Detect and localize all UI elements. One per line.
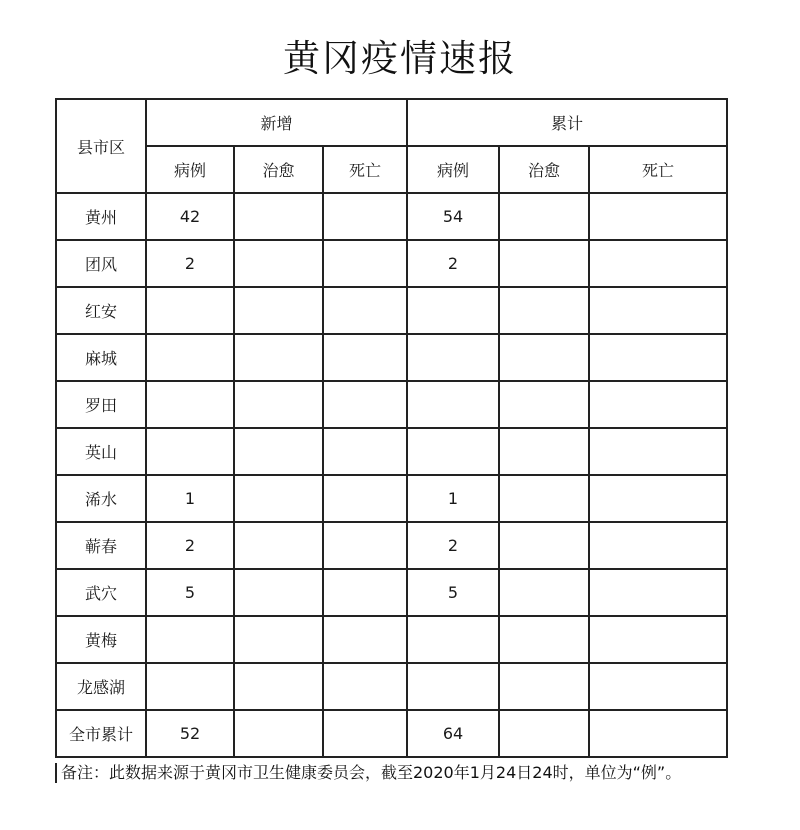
cell-new-cured: [234, 193, 323, 240]
cell-total-cases: [407, 381, 499, 428]
header-total-deaths: 死亡: [589, 146, 727, 193]
cell-region: 罗田: [56, 381, 146, 428]
cell-new-deaths: [323, 381, 407, 428]
table-row: [56, 193, 727, 240]
cell-total-cured: [499, 569, 589, 616]
cell-total-deaths: [589, 193, 727, 240]
cell-total-deaths: [589, 616, 727, 663]
cell-total-deaths: [589, 428, 727, 475]
cell-total-cured: [499, 334, 589, 381]
cell-total-cured: [499, 287, 589, 334]
cell-new-deaths: [323, 710, 407, 757]
cell-new-deaths: [323, 616, 407, 663]
cell-new-cases: [146, 381, 234, 428]
cell-new-cured: [234, 334, 323, 381]
cell-total-cured: [499, 663, 589, 710]
cell-region: 浠水: [56, 475, 146, 522]
cell-total-deaths: [589, 663, 727, 710]
cell-total-cases: [407, 287, 499, 334]
cell-total-cases: 5: [407, 569, 499, 616]
cell-total-cured: [499, 616, 589, 663]
table-row: [56, 428, 727, 475]
table-body: [56, 193, 727, 757]
cell-region: 麻城: [56, 334, 146, 381]
cell-total-deaths: [589, 475, 727, 522]
cell-total-cured: [499, 193, 589, 240]
cell-new-deaths: [323, 334, 407, 381]
cell-region: 团风: [56, 240, 146, 287]
table-row: [56, 334, 727, 381]
cell-new-deaths: [323, 663, 407, 710]
cell-new-cases: [146, 428, 234, 475]
cell-region: 黄梅: [56, 616, 146, 663]
header-region: 县市区: [56, 99, 146, 193]
cell-new-cured: [234, 475, 323, 522]
cell-new-cases: [146, 663, 234, 710]
header-new-cases: 病例: [146, 146, 234, 193]
cell-region: 武穴: [56, 569, 146, 616]
cell-total-deaths: [589, 522, 727, 569]
cell-total-deaths: [589, 334, 727, 381]
cell-new-cured: [234, 569, 323, 616]
cell-total-cases: [407, 616, 499, 663]
cell-new-cases: 52: [146, 710, 234, 757]
cell-new-cases: 1: [146, 475, 234, 522]
cell-new-cured: [234, 522, 323, 569]
cell-total-deaths: [589, 710, 727, 757]
cell-total-cured: [499, 240, 589, 287]
cell-region: 蕲春: [56, 522, 146, 569]
cell-new-deaths: [323, 475, 407, 522]
table-row: [56, 663, 727, 710]
cell-new-cases: [146, 287, 234, 334]
cell-total-cases: [407, 334, 499, 381]
cell-new-cases: 42: [146, 193, 234, 240]
cell-total-cases: 1: [407, 475, 499, 522]
cell-new-cured: [234, 616, 323, 663]
cell-new-deaths: [323, 569, 407, 616]
cell-total-deaths: [589, 240, 727, 287]
cell-new-cases: [146, 334, 234, 381]
cell-region: 黄州: [56, 193, 146, 240]
cell-total-cured: [499, 522, 589, 569]
cell-new-cured: [234, 381, 323, 428]
cell-new-deaths: [323, 193, 407, 240]
cell-total-deaths: [589, 287, 727, 334]
cell-new-cases: 5: [146, 569, 234, 616]
cell-total-cases: 54: [407, 193, 499, 240]
cell-region: 全市累计: [56, 710, 146, 757]
header-total-cured: 治愈: [499, 146, 589, 193]
table-row: [56, 569, 727, 616]
table-row: [56, 616, 727, 663]
cell-total-cases: [407, 663, 499, 710]
cell-total-cases: 64: [407, 710, 499, 757]
table-row: [56, 475, 727, 522]
page-title: 黄冈疫情速报: [283, 37, 517, 80]
table-row: [56, 287, 727, 334]
cell-region: 英山: [56, 428, 146, 475]
cell-new-cured: [234, 710, 323, 757]
cell-new-cured: [234, 663, 323, 710]
cell-new-cured: [234, 240, 323, 287]
cell-total-cured: [499, 381, 589, 428]
cell-new-deaths: [323, 428, 407, 475]
cell-region: 红安: [56, 287, 146, 334]
cell-new-cured: [234, 428, 323, 475]
cell-new-cases: 2: [146, 240, 234, 287]
footnote: 备注：此数据来源于黄冈市卫生健康委员会，截至2020年1月24日24时，单位为“例”。: [55, 763, 761, 783]
header-row-sub: [56, 146, 727, 193]
header-total-cases: 病例: [407, 146, 499, 193]
header-group-new: 新增: [146, 99, 407, 146]
header-group-total: 累计: [407, 99, 727, 146]
cell-total-cases: 2: [407, 522, 499, 569]
cell-new-deaths: [323, 240, 407, 287]
cell-total-cases: [407, 428, 499, 475]
cell-new-deaths: [323, 522, 407, 569]
table-row: [56, 240, 727, 287]
header-new-deaths: 死亡: [323, 146, 407, 193]
cell-new-cured: [234, 287, 323, 334]
table-row: [56, 381, 727, 428]
cell-new-cases: 2: [146, 522, 234, 569]
cell-total-cured: [499, 710, 589, 757]
epidemic-report-table: [55, 98, 728, 758]
cell-total-deaths: [589, 381, 727, 428]
cell-total-cured: [499, 428, 589, 475]
cell-region: 龙感湖: [56, 663, 146, 710]
cell-total-deaths: [589, 569, 727, 616]
table-row: [56, 522, 727, 569]
cell-total-cured: [499, 475, 589, 522]
table-row: [56, 710, 727, 757]
cell-new-deaths: [323, 287, 407, 334]
header-new-cured: 治愈: [234, 146, 323, 193]
cell-new-cases: [146, 616, 234, 663]
cell-total-cases: 2: [407, 240, 499, 287]
header-row-groups: [56, 99, 727, 146]
